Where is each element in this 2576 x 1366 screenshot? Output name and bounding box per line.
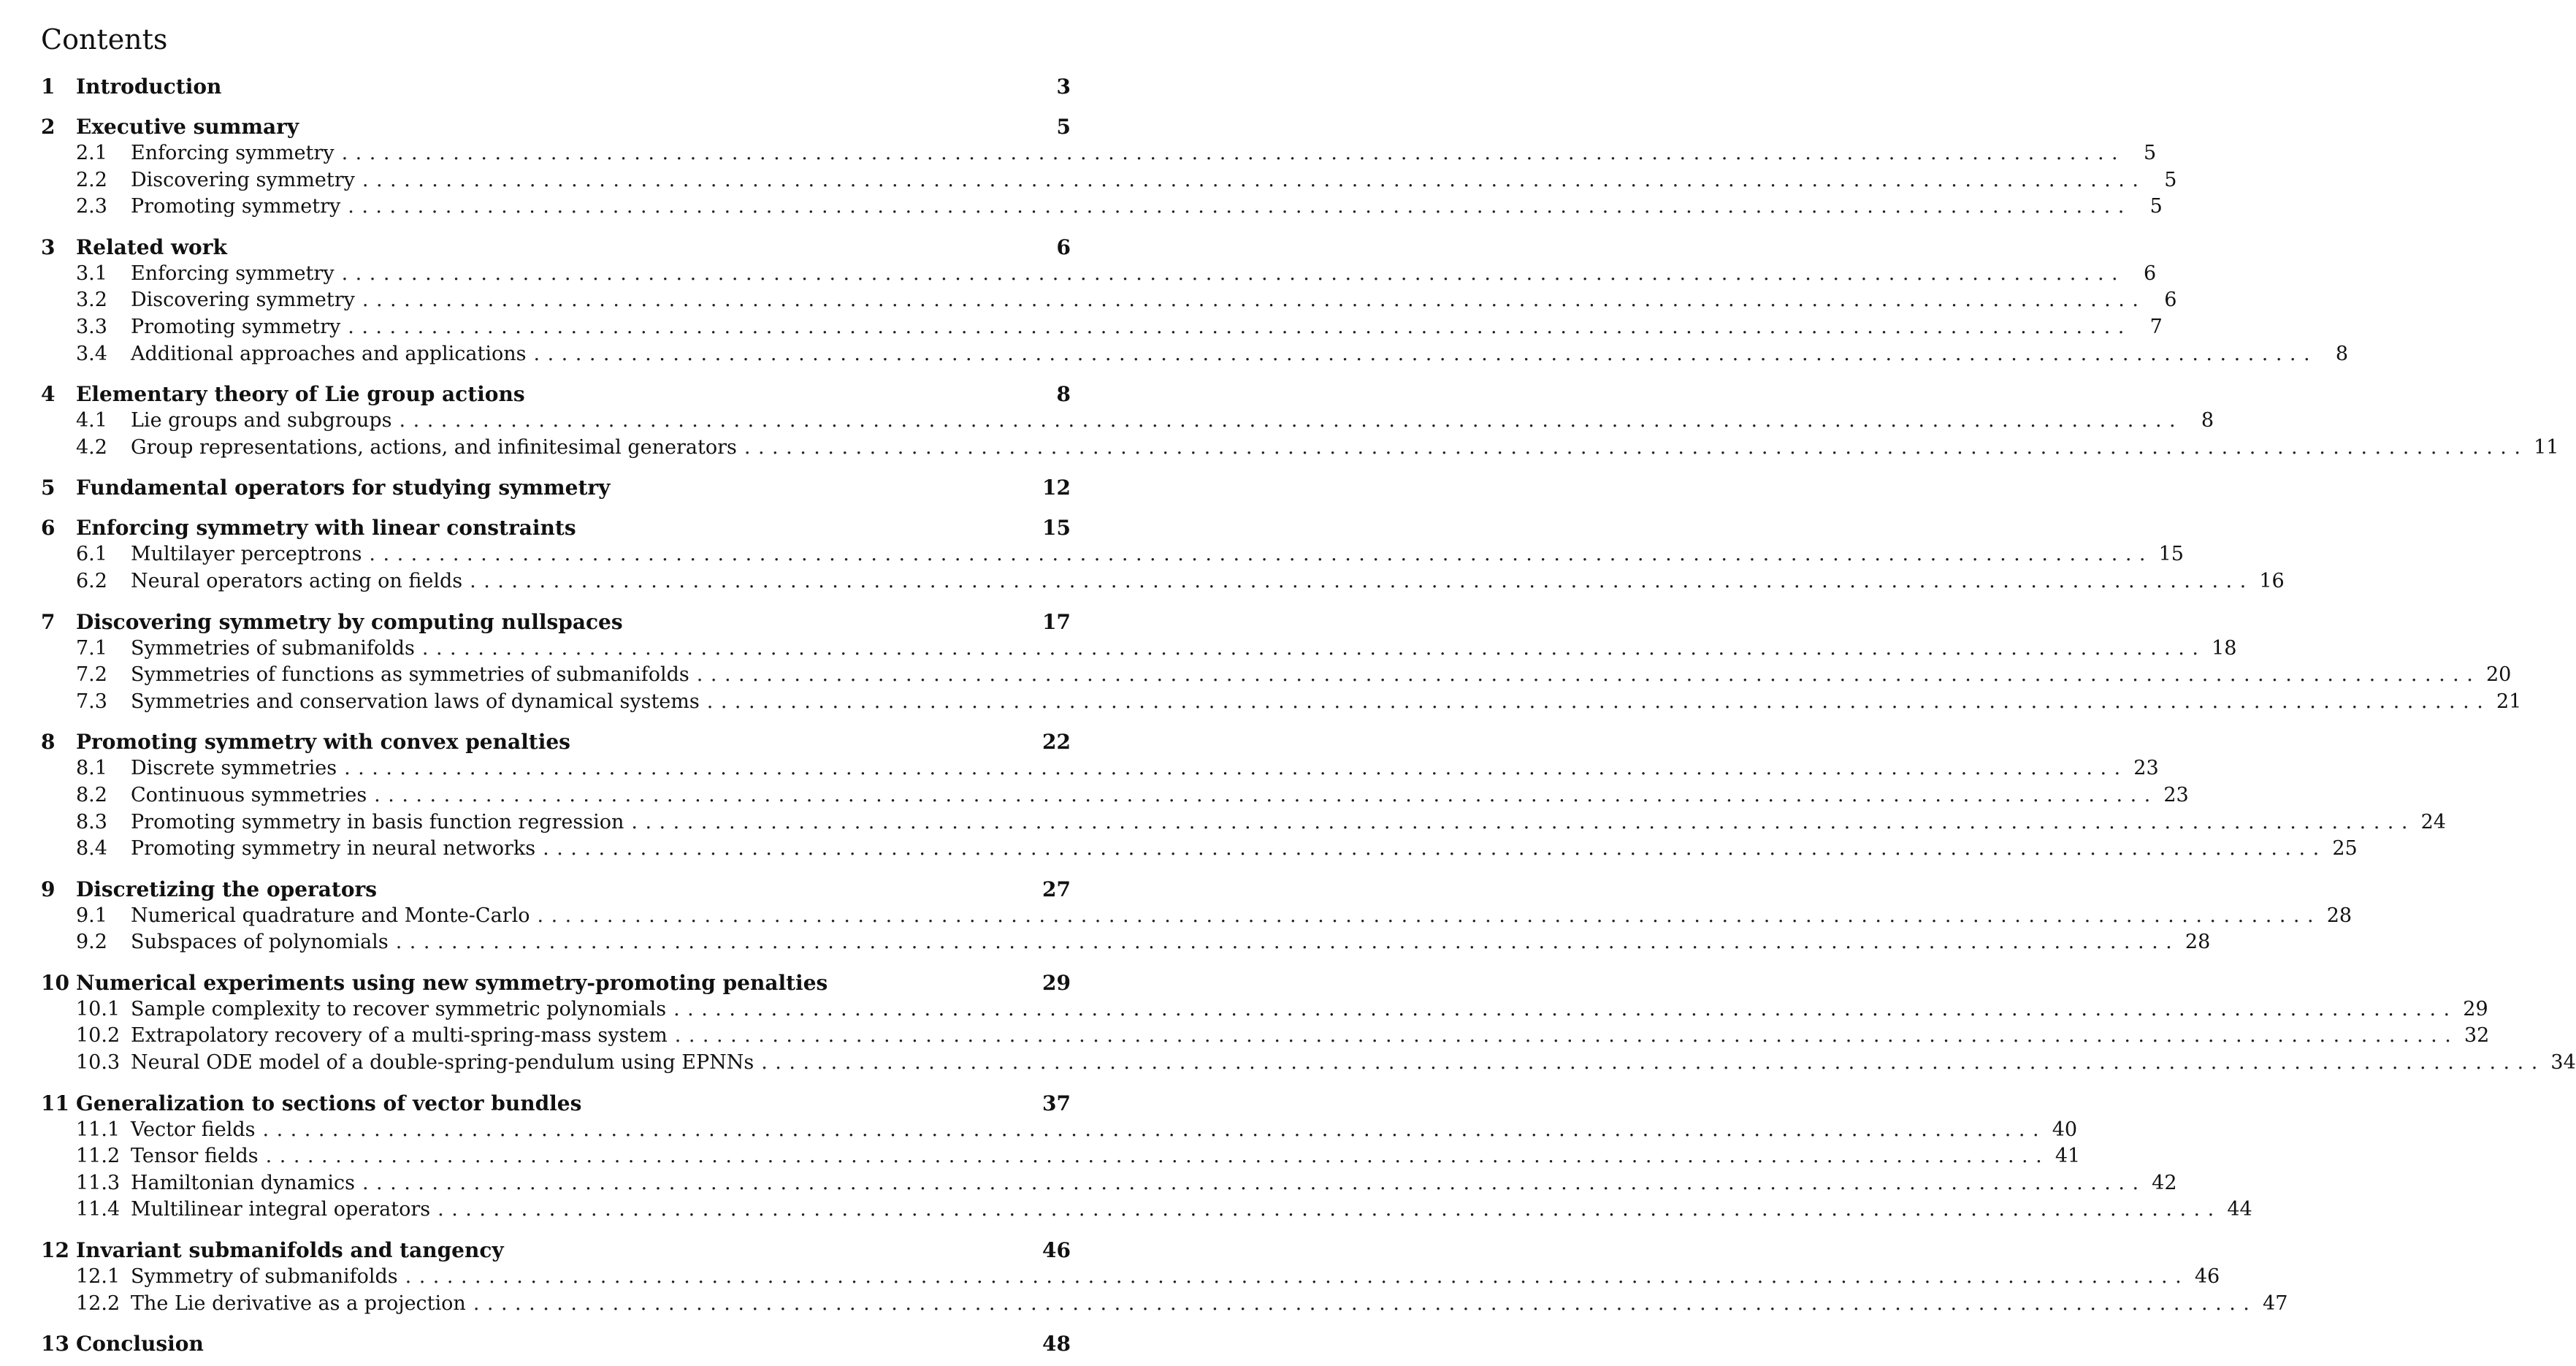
section-number: 13 bbox=[41, 1332, 69, 1357]
subsection-title: Enforcing symmetry bbox=[131, 142, 335, 164]
section-title: Executive summary bbox=[76, 115, 299, 139]
subsection-number: 7.2 bbox=[76, 663, 107, 687]
dot-leader: ................................................................................................................................ bbox=[348, 195, 2132, 218]
toc-subsection-entry[interactable] bbox=[41, 1050, 2576, 1077]
section-number: 2 bbox=[41, 115, 56, 139]
dot-leader: ................................................................................................................................ bbox=[341, 142, 2126, 164]
toc-section-entry[interactable] bbox=[41, 1237, 1071, 1264]
toc-subsection-entry[interactable] bbox=[41, 140, 2157, 167]
toc-section bbox=[41, 728, 2446, 862]
dot-leader: ................................................................................................................................ bbox=[362, 168, 2147, 191]
toc-subsection-entry[interactable] bbox=[41, 408, 2214, 435]
subsection-title: Discrete symmetries bbox=[131, 757, 337, 780]
toc-subsection-entry[interactable] bbox=[41, 1023, 2490, 1050]
subsection-page-number: 5 bbox=[2149, 195, 2163, 218]
dot-leader: ................................................................................................................................ bbox=[395, 931, 2180, 954]
subsection-title: Continuous symmetries bbox=[131, 783, 367, 806]
dot-leader: ................................................................................................................................ bbox=[374, 783, 2158, 806]
subsection-number: 11.1 bbox=[76, 1118, 121, 1141]
toc-subsection-entry[interactable] bbox=[41, 435, 2559, 462]
subsection-number: 2.1 bbox=[76, 142, 107, 164]
subsection-number: 12.2 bbox=[76, 1291, 121, 1315]
subsection-number: 8.2 bbox=[76, 783, 107, 806]
dot-leader: ................................................................................................................................ bbox=[470, 569, 2254, 592]
toc-subsection-entry[interactable] bbox=[41, 287, 2177, 314]
toc-subsection-entry[interactable] bbox=[41, 1143, 2081, 1170]
subsection-page-number: 20 bbox=[2485, 663, 2512, 687]
subsection-number: 2.3 bbox=[76, 195, 107, 218]
section-page-number: 46 bbox=[1042, 1238, 1071, 1263]
dot-leader: ................................................................................................................................ bbox=[262, 1118, 2047, 1141]
subsection-number: 3.1 bbox=[76, 262, 107, 285]
subsection-title: Neural operators acting on fields bbox=[131, 569, 463, 592]
toc-subsection-entry[interactable] bbox=[41, 929, 2211, 956]
dot-leader: ................................................................................................................................ bbox=[543, 837, 2327, 861]
section-title: Related work bbox=[76, 234, 227, 259]
section-number: 3 bbox=[41, 234, 56, 259]
dot-leader: ................................................................................................................................ bbox=[405, 1265, 2190, 1289]
toc-section bbox=[41, 969, 2576, 1077]
toc-subsection-entry[interactable] bbox=[41, 755, 2159, 782]
subsection-page-number: 16 bbox=[2259, 569, 2285, 592]
toc-list bbox=[41, 73, 2576, 1357]
section-title: Discretizing the operators bbox=[76, 877, 378, 901]
toc-section-entry[interactable] bbox=[41, 876, 1071, 903]
dot-leader: ................................................................................................................................ bbox=[344, 757, 2128, 780]
toc-section bbox=[41, 1330, 1071, 1357]
dot-leader: ................................................................................................................................ bbox=[421, 636, 2206, 660]
section-title: Numerical experiments using new symmetry-promoting penalties bbox=[76, 970, 828, 995]
section-title: Fundamental operators for studying symmetry bbox=[76, 476, 611, 500]
subsection-title: Promoting symmetry in neural networks bbox=[131, 837, 536, 861]
subsection-title: Extrapolatory recovery of a multi-spring-mass system bbox=[131, 1024, 668, 1048]
subsection-number: 4.1 bbox=[76, 409, 107, 432]
dot-leader: ................................................................................................................................ bbox=[369, 543, 2153, 566]
subsection-number: 9.1 bbox=[76, 904, 107, 927]
toc-section-entry[interactable] bbox=[41, 1090, 1071, 1117]
dot-leader: ................................................................................................................................ bbox=[348, 315, 2132, 338]
dot-leader: ................................................................................................................................ bbox=[761, 1051, 2545, 1075]
subsection-number: 6.2 bbox=[76, 569, 107, 592]
subsection-title: Discovering symmetry bbox=[131, 168, 355, 191]
toc-subsection-entry[interactable] bbox=[41, 341, 2349, 368]
subsection-title: Multilayer perceptrons bbox=[131, 543, 362, 566]
toc-subsection-entry[interactable] bbox=[41, 1117, 2078, 1144]
subsection-number: 8.1 bbox=[76, 757, 107, 780]
toc-section-entry[interactable] bbox=[41, 234, 1071, 261]
toc-section bbox=[41, 474, 1071, 501]
subsection-number: 8.3 bbox=[76, 810, 107, 833]
dot-leader: ................................................................................................................................ bbox=[362, 1171, 2147, 1194]
section-page-number: 29 bbox=[1042, 970, 1071, 995]
dot-leader: ................................................................................................................................ bbox=[399, 409, 2184, 432]
subsection-page-number: 8 bbox=[2201, 409, 2214, 432]
dot-leader: ................................................................................................................................ bbox=[533, 342, 2318, 365]
toc-subsection-entry[interactable] bbox=[41, 194, 2163, 221]
toc-title: Contents bbox=[41, 23, 168, 56]
section-title: Elementary theory of Lie group actions bbox=[76, 382, 525, 407]
toc-section-entry[interactable] bbox=[41, 113, 1071, 140]
dot-leader: ................................................................................................................................ bbox=[341, 262, 2126, 285]
subsection-page-number: 29 bbox=[2463, 997, 2488, 1020]
subsection-page-number: 28 bbox=[2326, 904, 2353, 927]
toc-section-entry[interactable] bbox=[41, 728, 1071, 755]
subsection-number: 4.2 bbox=[76, 435, 107, 459]
toc-subsection-entry[interactable] bbox=[41, 1170, 2177, 1197]
toc-subsection-entry[interactable] bbox=[41, 167, 2177, 194]
dot-leader: ................................................................................................................................ bbox=[696, 663, 2481, 687]
dot-leader: ................................................................................................................................ bbox=[362, 289, 2147, 312]
dot-leader: ................................................................................................................................ bbox=[706, 690, 2491, 713]
subsection-page-number: 47 bbox=[2263, 1291, 2288, 1315]
section-title: Promoting symmetry with convex penalties bbox=[76, 730, 570, 755]
section-number: 4 bbox=[41, 382, 56, 407]
toc-section-entry[interactable] bbox=[41, 969, 1071, 996]
section-number: 9 bbox=[41, 877, 56, 901]
subsection-page-number: 34 bbox=[2550, 1051, 2576, 1075]
subsection-page-number: 41 bbox=[2055, 1145, 2081, 1168]
subsection-page-number: 21 bbox=[2496, 690, 2522, 713]
subsection-number: 10.2 bbox=[76, 1024, 121, 1048]
subsection-page-number: 6 bbox=[2164, 289, 2177, 312]
subsection-number: 10.1 bbox=[76, 997, 121, 1020]
subsection-page-number: 40 bbox=[2052, 1118, 2078, 1141]
subsection-number: 9.2 bbox=[76, 931, 107, 954]
section-number: 10 bbox=[41, 970, 69, 995]
subsection-title: Enforcing symmetry bbox=[131, 262, 335, 285]
dot-leader: ................................................................................................................................ bbox=[265, 1145, 2050, 1168]
toc-section-entry[interactable] bbox=[41, 608, 1071, 636]
section-title: Generalization to sections of vector bundles bbox=[76, 1091, 582, 1115]
subsection-page-number: 44 bbox=[2227, 1198, 2252, 1221]
subsection-title: Vector fields bbox=[131, 1118, 256, 1141]
subsection-title: Sample complexity to recover symmetric polynomials bbox=[131, 997, 667, 1020]
subsection-page-number: 23 bbox=[2163, 783, 2189, 806]
subsection-number: 3.4 bbox=[76, 342, 107, 365]
subsection-title: The Lie derivative as a projection bbox=[131, 1291, 466, 1315]
toc-section-entry[interactable] bbox=[41, 474, 1071, 501]
toc-section bbox=[41, 608, 2522, 716]
subsection-number: 12.1 bbox=[76, 1265, 121, 1289]
subsection-number: 8.4 bbox=[76, 837, 107, 861]
toc-subsection-entry[interactable] bbox=[41, 1291, 2288, 1318]
section-page-number: 3 bbox=[1056, 75, 1071, 99]
toc-section bbox=[41, 514, 2285, 595]
toc-section bbox=[41, 381, 2559, 461]
subsection-page-number: 28 bbox=[2185, 931, 2211, 954]
subsection-title: Promoting symmetry in basis function regression bbox=[131, 810, 624, 833]
toc-subsection-entry[interactable] bbox=[41, 541, 2184, 568]
subsection-title: Symmetry of submanifolds bbox=[131, 1265, 398, 1289]
dot-leader: ................................................................................................................................ bbox=[673, 997, 2458, 1020]
section-page-number: 8 bbox=[1056, 382, 1071, 407]
subsection-page-number: 7 bbox=[2149, 315, 2163, 338]
section-page-number: 5 bbox=[1056, 115, 1071, 139]
subsection-title: Neural ODE model of a double-spring-pendulum using EPNNs bbox=[131, 1051, 754, 1075]
subsection-title: Promoting symmetry bbox=[131, 195, 341, 218]
toc-section-entry[interactable] bbox=[41, 1330, 1071, 1357]
section-page-number: 37 bbox=[1042, 1091, 1071, 1115]
subsection-page-number: 6 bbox=[2143, 262, 2157, 285]
subsection-page-number: 23 bbox=[2133, 757, 2159, 780]
toc-subsection-entry[interactable] bbox=[41, 903, 2353, 930]
toc-section bbox=[41, 234, 2349, 367]
section-page-number: 22 bbox=[1042, 730, 1071, 755]
toc-section-entry[interactable] bbox=[41, 381, 1071, 408]
toc-section-entry[interactable] bbox=[41, 514, 1071, 541]
dot-leader: ................................................................................................................................ bbox=[631, 810, 2415, 833]
toc-subsection-entry[interactable] bbox=[41, 662, 2512, 689]
section-page-number: 48 bbox=[1042, 1332, 1071, 1357]
subsection-page-number: 5 bbox=[2164, 168, 2177, 191]
toc-subsection-entry[interactable] bbox=[41, 636, 2237, 663]
dot-leader: ................................................................................................................................ bbox=[744, 435, 2529, 459]
section-number: 12 bbox=[41, 1238, 69, 1263]
toc-section bbox=[41, 1237, 2288, 1317]
subsection-title: Multilinear integral operators bbox=[131, 1198, 431, 1221]
subsection-title: Symmetries of submanifolds bbox=[131, 636, 415, 660]
subsection-page-number: 15 bbox=[2158, 543, 2184, 566]
table-of-contents bbox=[41, 20, 2576, 1357]
toc-subsection-entry[interactable] bbox=[41, 782, 2189, 809]
toc-subsection-entry[interactable] bbox=[41, 261, 2157, 288]
subsection-number: 11.3 bbox=[76, 1171, 121, 1194]
subsection-number: 11.2 bbox=[76, 1145, 121, 1168]
section-number: 1 bbox=[41, 75, 56, 99]
toc-subsection-entry[interactable] bbox=[41, 1197, 2252, 1224]
subsection-number: 7.1 bbox=[76, 636, 107, 660]
section-page-number: 12 bbox=[1042, 476, 1071, 500]
subsection-number: 2.2 bbox=[76, 168, 107, 191]
subsection-number: 3.3 bbox=[76, 315, 107, 338]
toc-subsection-entry[interactable] bbox=[41, 568, 2285, 595]
toc-section bbox=[41, 1090, 2252, 1224]
section-number: 11 bbox=[41, 1091, 69, 1115]
subsection-page-number: 46 bbox=[2194, 1265, 2220, 1289]
section-number: 7 bbox=[41, 609, 56, 634]
subsection-title: Lie groups and subgroups bbox=[131, 409, 392, 432]
section-number: 6 bbox=[41, 516, 56, 541]
subsection-title: Group representations, actions, and infinitesimal generators bbox=[131, 435, 737, 459]
dot-leader: ................................................................................................................................ bbox=[537, 904, 2322, 927]
subsection-page-number: 8 bbox=[2335, 342, 2349, 365]
section-title: Introduction bbox=[76, 75, 222, 99]
toc-subsection-entry[interactable] bbox=[41, 996, 2488, 1023]
subsection-page-number: 24 bbox=[2420, 810, 2446, 833]
subsection-title: Subspaces of polynomials bbox=[131, 931, 389, 954]
section-number: 5 bbox=[41, 476, 56, 500]
section-title: Invariant submanifolds and tangency bbox=[76, 1238, 504, 1263]
subsection-number: 11.4 bbox=[76, 1198, 121, 1221]
subsection-page-number: 11 bbox=[2534, 435, 2559, 459]
section-page-number: 27 bbox=[1042, 877, 1071, 901]
section-page-number: 17 bbox=[1042, 609, 1071, 634]
toc-section bbox=[41, 113, 2177, 221]
subsection-title: Symmetries and conservation laws of dynamical systems bbox=[131, 690, 700, 713]
subsection-title: Additional approaches and applications bbox=[131, 342, 527, 365]
toc-section bbox=[41, 876, 2353, 956]
subsection-page-number: 5 bbox=[2143, 142, 2157, 164]
section-number: 8 bbox=[41, 730, 56, 755]
dot-leader: ................................................................................................................................ bbox=[674, 1024, 2459, 1048]
subsection-page-number: 42 bbox=[2152, 1171, 2177, 1194]
toc-section-entry[interactable] bbox=[41, 73, 1071, 100]
dot-leader: ................................................................................................................................ bbox=[437, 1198, 2222, 1221]
dot-leader: ................................................................................................................................ bbox=[473, 1291, 2258, 1315]
subsection-title: Numerical quadrature and Monte-Carlo bbox=[131, 904, 530, 927]
subsection-title: Promoting symmetry bbox=[131, 315, 341, 338]
toc-subsection-entry[interactable] bbox=[41, 809, 2446, 836]
subsection-page-number: 25 bbox=[2332, 837, 2358, 861]
subsection-number: 10.3 bbox=[76, 1051, 121, 1075]
toc-section bbox=[41, 73, 1071, 100]
subsection-title: Discovering symmetry bbox=[131, 289, 355, 312]
subsection-number: 6.1 bbox=[76, 543, 107, 566]
subsection-title: Tensor fields bbox=[131, 1145, 259, 1168]
subsection-page-number: 32 bbox=[2464, 1024, 2490, 1048]
subsection-number: 3.2 bbox=[76, 289, 107, 312]
section-title: Discovering symmetry by computing nullspaces bbox=[76, 609, 623, 634]
toc-subsection-entry[interactable] bbox=[41, 689, 2522, 716]
subsection-title: Hamiltonian dynamics bbox=[131, 1171, 355, 1194]
toc-subsection-entry[interactable] bbox=[41, 836, 2358, 863]
section-page-number: 15 bbox=[1042, 516, 1071, 541]
subsection-title: Symmetries of functions as symmetries of submanifolds bbox=[131, 663, 689, 687]
section-title: Conclusion bbox=[76, 1332, 204, 1357]
toc-subsection-entry[interactable] bbox=[41, 314, 2163, 341]
subsection-page-number: 18 bbox=[2212, 636, 2237, 660]
section-page-number: 6 bbox=[1056, 234, 1071, 259]
section-title: Enforcing symmetry with linear constraints bbox=[76, 516, 576, 541]
subsection-number: 7.3 bbox=[76, 690, 107, 713]
toc-subsection-entry[interactable] bbox=[41, 1264, 2220, 1291]
